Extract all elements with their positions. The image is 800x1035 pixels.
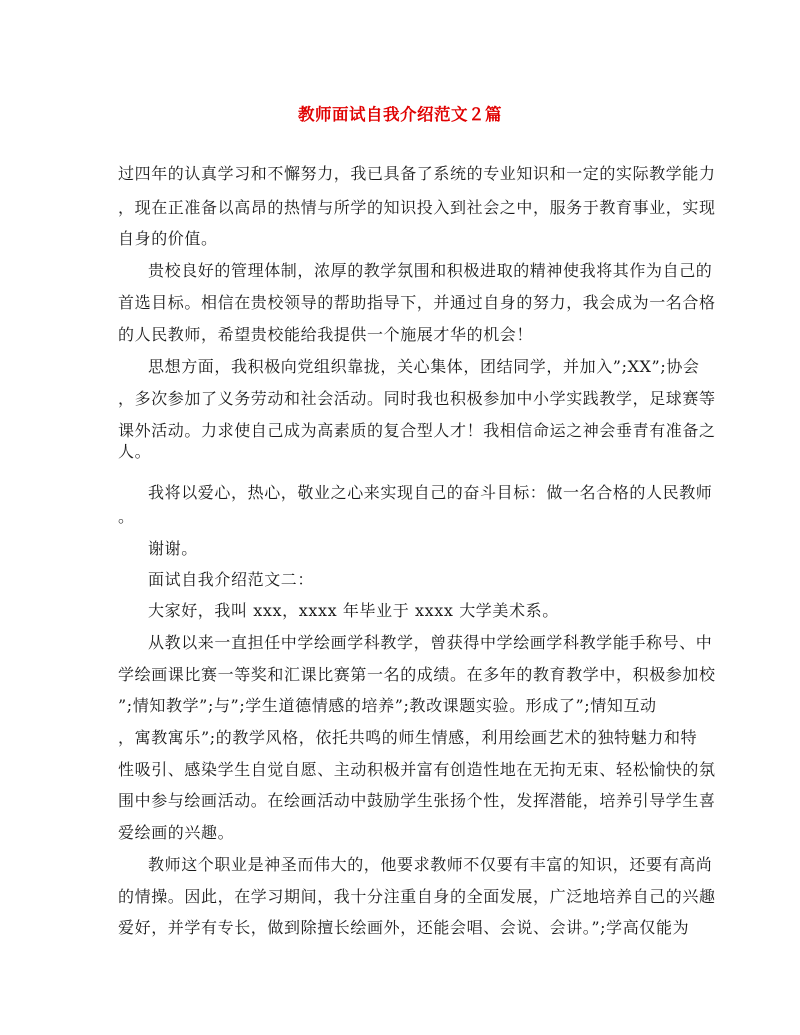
body-line: 教师这个职业是神圣而伟大的，他要求教师不仅要有丰富的知识，还要有高尚 xyxy=(148,855,713,874)
body-line: ，多次参加了义务劳动和社会活动。同时我也积极参加中小学实践教学，足球赛等 xyxy=(118,389,716,408)
document-title: 教师面试自我介绍范文２篇 xyxy=(298,105,502,124)
body-line: 首选目标。相信在贵校领导的帮助指导下，并通过自身的努力，我会成为一名合格 xyxy=(118,293,716,312)
body-line: 爱绘画的兴趣。 xyxy=(118,823,235,842)
body-line: 我将以爱心，热心，敬业之心来实现自己的奋斗目标：做一名合格的人民教师 xyxy=(148,483,713,502)
body-line: 的人民教师，希望贵校能给我提供一个施展才华的机会！ xyxy=(118,325,534,344)
body-line: ”;情知教学”;与”;学生道德情感的培养”;教改课题实验。形成了”;情知互动 xyxy=(118,696,657,715)
body-line: 贵校良好的管理体制，浓厚的教学氛围和积极进取的精神使我将其作为自己的 xyxy=(148,261,713,280)
body-line: 学绘画课比赛一等奖和汇课比赛第一名的成绩。在多年的教育教学中，积极参加校 xyxy=(118,665,716,684)
body-line: 人。 xyxy=(118,442,152,461)
body-line: 过四年的认真学习和不懈努力，我已具备了系统的专业知识和一定的实际教学能力 xyxy=(118,164,716,183)
body-line: 爱好，并学有专长，做到除擅长绘画外，还能会唱、会说、会讲。”;学高仅能为 xyxy=(118,918,690,937)
body-line: 思想方面，我积极向党组织靠拢，关心集体，团结同学，并加入”;XX”;协会 xyxy=(148,357,700,376)
body-line: 。 xyxy=(118,507,135,526)
body-line: ，寓教寓乐”;的教学风格，依托共鸣的师生情感，利用绘画艺术的独特魅力和特 xyxy=(118,728,698,747)
body-line: ，现在正准备以高昂的热情与所学的知识投入到社会之中，服务于教育事业，实现 xyxy=(118,198,716,217)
body-line: 从教以来一直担任中学绘画学科教学，曾获得中学绘画学科教学能手称号、中 xyxy=(148,633,713,652)
body-line: 课外活动。力求使自己成为高素质的复合型人才！我相信命运之神会垂青有准备之 xyxy=(118,421,716,440)
body-line: 性吸引、感染学生自觉自愿、主动积极并富有创造性地在无拘无束、轻松愉快的氛 xyxy=(118,760,716,779)
body-line: 围中参与绘画活动。在绘画活动中鼓励学生张扬个性，发挥潜能，培养引导学生喜 xyxy=(118,791,716,810)
section-heading: 面试自我介绍范文二： xyxy=(148,570,315,589)
body-line: 谢谢。 xyxy=(148,539,198,558)
body-line: 的情操。因此，在学习期间，我十分注重自身的全面发展，广泛地培养自己的兴趣 xyxy=(118,887,716,906)
body-line: 大家好，我叫 xxx，xxxx 年毕业于 xxxx 大学美术系。 xyxy=(148,601,559,620)
body-line: 自身的价值。 xyxy=(118,229,218,248)
